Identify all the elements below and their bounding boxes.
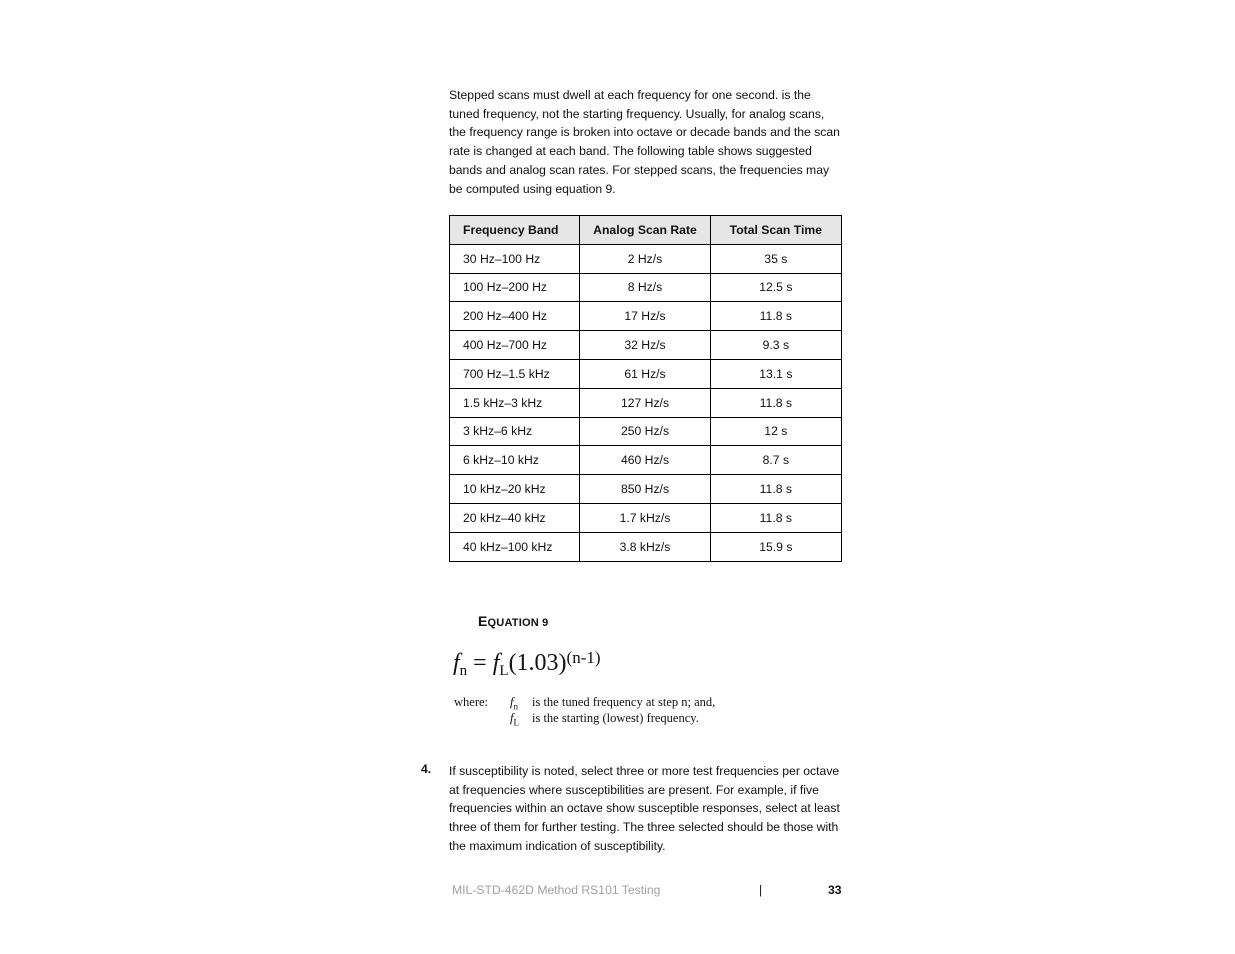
- equation-lhs-subscript: n: [459, 663, 468, 679]
- header-total-scan-time: Total Scan Time: [710, 216, 841, 245]
- footer-page-number: 33: [828, 883, 842, 897]
- definition-symbol-letter: f: [510, 695, 514, 709]
- cell-frequency-band: 200 Hz–400 Hz: [450, 302, 580, 331]
- cell-frequency-band: 1.5 kHz–3 kHz: [450, 388, 580, 417]
- cell-analog-scan-rate: 1.7 kHz/s: [580, 503, 710, 532]
- header-frequency-band: Frequency Band: [450, 216, 580, 245]
- table-row: [450, 446, 842, 475]
- cell-total-scan-time: 12 s: [710, 417, 841, 446]
- cell-total-scan-time: 35 s: [710, 244, 841, 273]
- cell-total-scan-time: 12.5 s: [710, 273, 841, 302]
- cell-frequency-band: 3 kHz–6 kHz: [450, 417, 580, 446]
- table-row: [450, 532, 842, 561]
- table-row: [450, 302, 842, 331]
- equation-rhs-symbol: f: [492, 650, 500, 676]
- table-row: [450, 331, 842, 360]
- cell-frequency-band: 20 kHz–40 kHz: [450, 503, 580, 532]
- definition-row: [510, 710, 699, 731]
- equation-heading-initial: E: [478, 613, 488, 629]
- equation-exponent: (n-1): [566, 648, 601, 667]
- table-row: [450, 273, 842, 302]
- cell-total-scan-time: 11.8 s: [710, 302, 841, 331]
- header-analog-scan-rate: Analog Scan Rate: [580, 216, 710, 245]
- definition-symbol-subscript: L: [513, 717, 519, 728]
- cell-total-scan-time: 9.3 s: [710, 331, 841, 360]
- definition-symbol-subscript: n: [513, 701, 518, 712]
- cell-analog-scan-rate: 8 Hz/s: [580, 273, 710, 302]
- cell-total-scan-time: 11.8 s: [710, 388, 841, 417]
- definition-symbol-letter: f: [510, 711, 514, 725]
- table-row: [450, 359, 842, 388]
- table-row: [450, 475, 842, 504]
- where-label: where:: [454, 695, 489, 709]
- table-header-row: [450, 216, 842, 245]
- cell-frequency-band: 700 Hz–1.5 kHz: [450, 359, 580, 388]
- table-row: [450, 244, 842, 273]
- cell-analog-scan-rate: 460 Hz/s: [580, 446, 710, 475]
- table-row: [450, 503, 842, 532]
- equation-lhs-symbol: f: [453, 650, 460, 676]
- cell-frequency-band: 40 kHz–100 kHz: [450, 532, 580, 561]
- scan-rate-table: [449, 215, 842, 562]
- equation-heading-rest: QUATION 9: [487, 617, 549, 629]
- cell-frequency-band: 30 Hz–100 Hz: [450, 244, 580, 273]
- intro-paragraph: Stepped scans must dwell at each frequency for one second. is the tuned frequency, not the starting frequency. Usually, for analog scans, the frequency range is broken into octave or decade bands and the scan rate is changed at each band. The following table shows suggested bands and analog scan rates. For stepped scans, the frequencies may be computed using equation 9.: [449, 88, 840, 196]
- table-row: [450, 417, 842, 446]
- equation-rhs-subscript: L: [499, 663, 509, 679]
- cell-analog-scan-rate: 127 Hz/s: [580, 388, 710, 417]
- definition-symbol: [510, 710, 532, 731]
- cell-total-scan-time: 11.8 s: [710, 475, 841, 504]
- footer-document-title: MIL-STD-462D Method RS101 Testing: [452, 883, 661, 897]
- cell-frequency-band: 10 kHz–20 kHz: [450, 475, 580, 504]
- equation-base: (1.03): [508, 650, 567, 676]
- cell-frequency-band: 100 Hz–200 Hz: [450, 273, 580, 302]
- definition-text: is the tuned frequency at step n; and,: [532, 695, 716, 709]
- equation-heading: [478, 613, 548, 629]
- definition-text: is the starting (lowest) frequency.: [532, 711, 699, 725]
- cell-total-scan-time: 13.1 s: [710, 359, 841, 388]
- cell-total-scan-time: 15.9 s: [710, 532, 841, 561]
- cell-frequency-band: 400 Hz–700 Hz: [450, 331, 580, 360]
- cell-analog-scan-rate: 3.8 kHz/s: [580, 532, 710, 561]
- cell-analog-scan-rate: 17 Hz/s: [580, 302, 710, 331]
- cell-analog-scan-rate: 2 Hz/s: [580, 244, 710, 273]
- cell-analog-scan-rate: 850 Hz/s: [580, 475, 710, 504]
- cell-frequency-band: 6 kHz–10 kHz: [450, 446, 580, 475]
- cell-total-scan-time: 8.7 s: [710, 446, 841, 475]
- cell-analog-scan-rate: 61 Hz/s: [580, 359, 710, 388]
- cell-analog-scan-rate: 250 Hz/s: [580, 417, 710, 446]
- list-item-number: 4.: [421, 762, 432, 776]
- list-item-text: If susceptibility is noted, select three or more test frequencies per octave at frequencies where susceptibilities are present. For example, if five frequencies within an octave show susceptible responses, select at least three of them for further testing. The three selected should be those with the maximum indication of susceptibility.: [449, 764, 840, 853]
- equation-formula: [453, 648, 601, 680]
- footer-separator: |: [759, 883, 763, 897]
- cell-analog-scan-rate: 32 Hz/s: [580, 331, 710, 360]
- table-row: [450, 388, 842, 417]
- cell-total-scan-time: 11.8 s: [710, 503, 841, 532]
- equation-equals: =: [467, 650, 493, 676]
